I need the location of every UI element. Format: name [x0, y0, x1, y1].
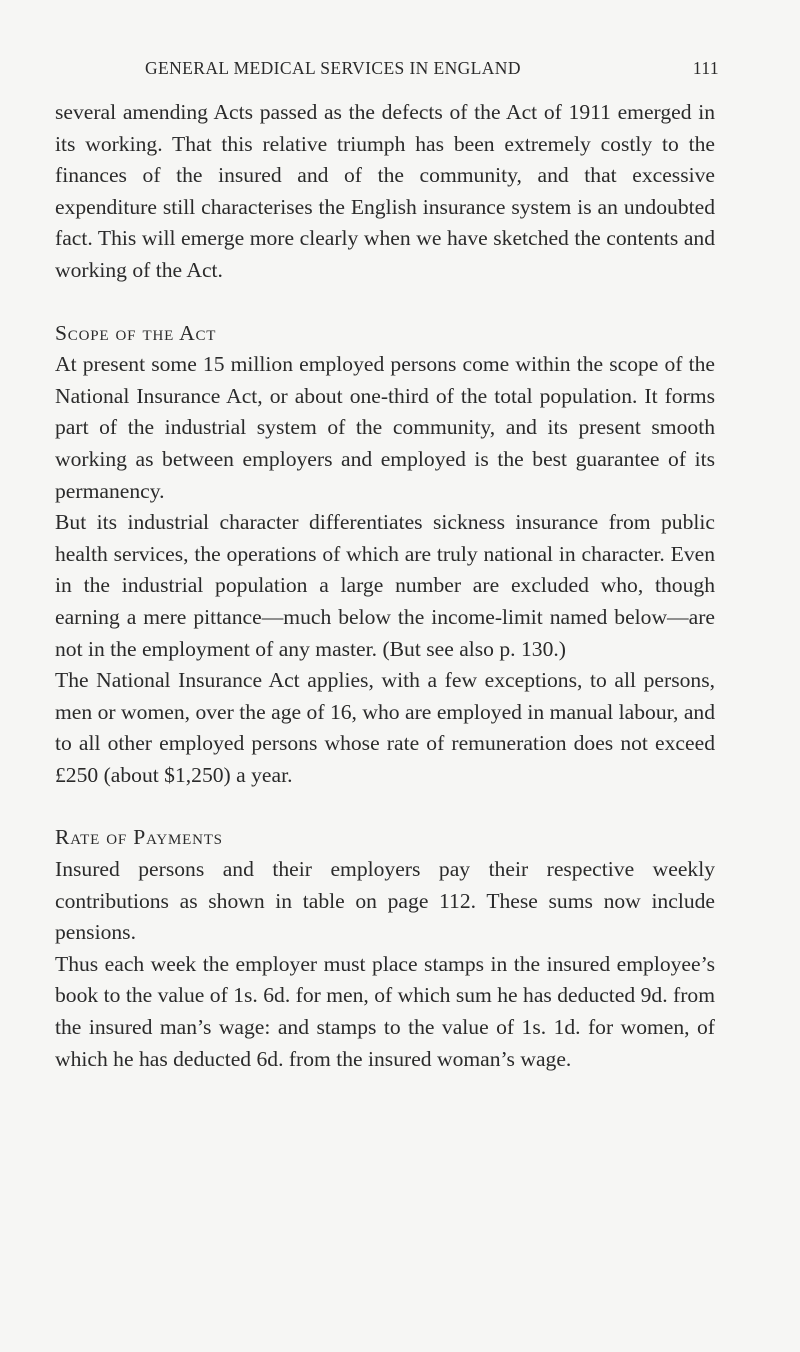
scope-paragraph-2: But its industrial character differentiates sickness insurance from public health services, the operations of which are truly national in character. Even in the industrial population a large number are excluded who, though earning a mere pittance—much below the income-limit named below—are not in the employment of any master. (But see also p. 130.) — [55, 510, 715, 661]
rate-paragraph-1: Insured persons and their employers pay their respective weekly contributions as shown in table on page 112. These sums now include pensions. — [55, 857, 715, 945]
scope-paragraph-3: The National Insurance Act applies, with a few exceptions, to all persons, men or women, over the age of 16, who are employed in manual labour, and to all other employed persons whose rate of remuneration does not exceed £250 (about $1,250) a year. — [55, 668, 715, 787]
section-heading-scope: Scope of the Act — [55, 320, 217, 345]
intro-paragraph: several amending Acts passed as the defects of the Act of 1911 emerged in its working. That this relative triumph has been extremely costly to the finances of the insured and of the community, and that excessive expenditure still characterises the English insurance system is an undoubted fact. This will emerge more clearly when we have sketched the contents and working of the Act. — [55, 100, 715, 282]
section-heading-rate: Rate of Payments — [55, 825, 223, 850]
running-head — [55, 58, 719, 88]
page-number: 111 — [692, 58, 719, 78]
body-text — [55, 97, 715, 1075]
running-title: GENERAL MEDICAL SERVICES IN ENGLAND — [145, 58, 521, 78]
scope-paragraph-1: At present some 15 million employed persons come within the scope of the National Insurance Act, or about one-third of the total population. It forms part of the industrial system of the community, and its present smooth working as between employers and employed is the best guarantee of its permanency. — [55, 352, 715, 503]
book-page — [55, 58, 719, 1075]
rate-paragraph-2: Thus each week the employer must place stamps in the insured employee’s book to the value of 1s. 6d. for men, of which sum he has deducted 9d. from the insured man’s wage: and stamps to the value of 1s. 1d. for women, of which he has deducted 6d. from the insured woman’s wage. — [55, 951, 715, 1071]
